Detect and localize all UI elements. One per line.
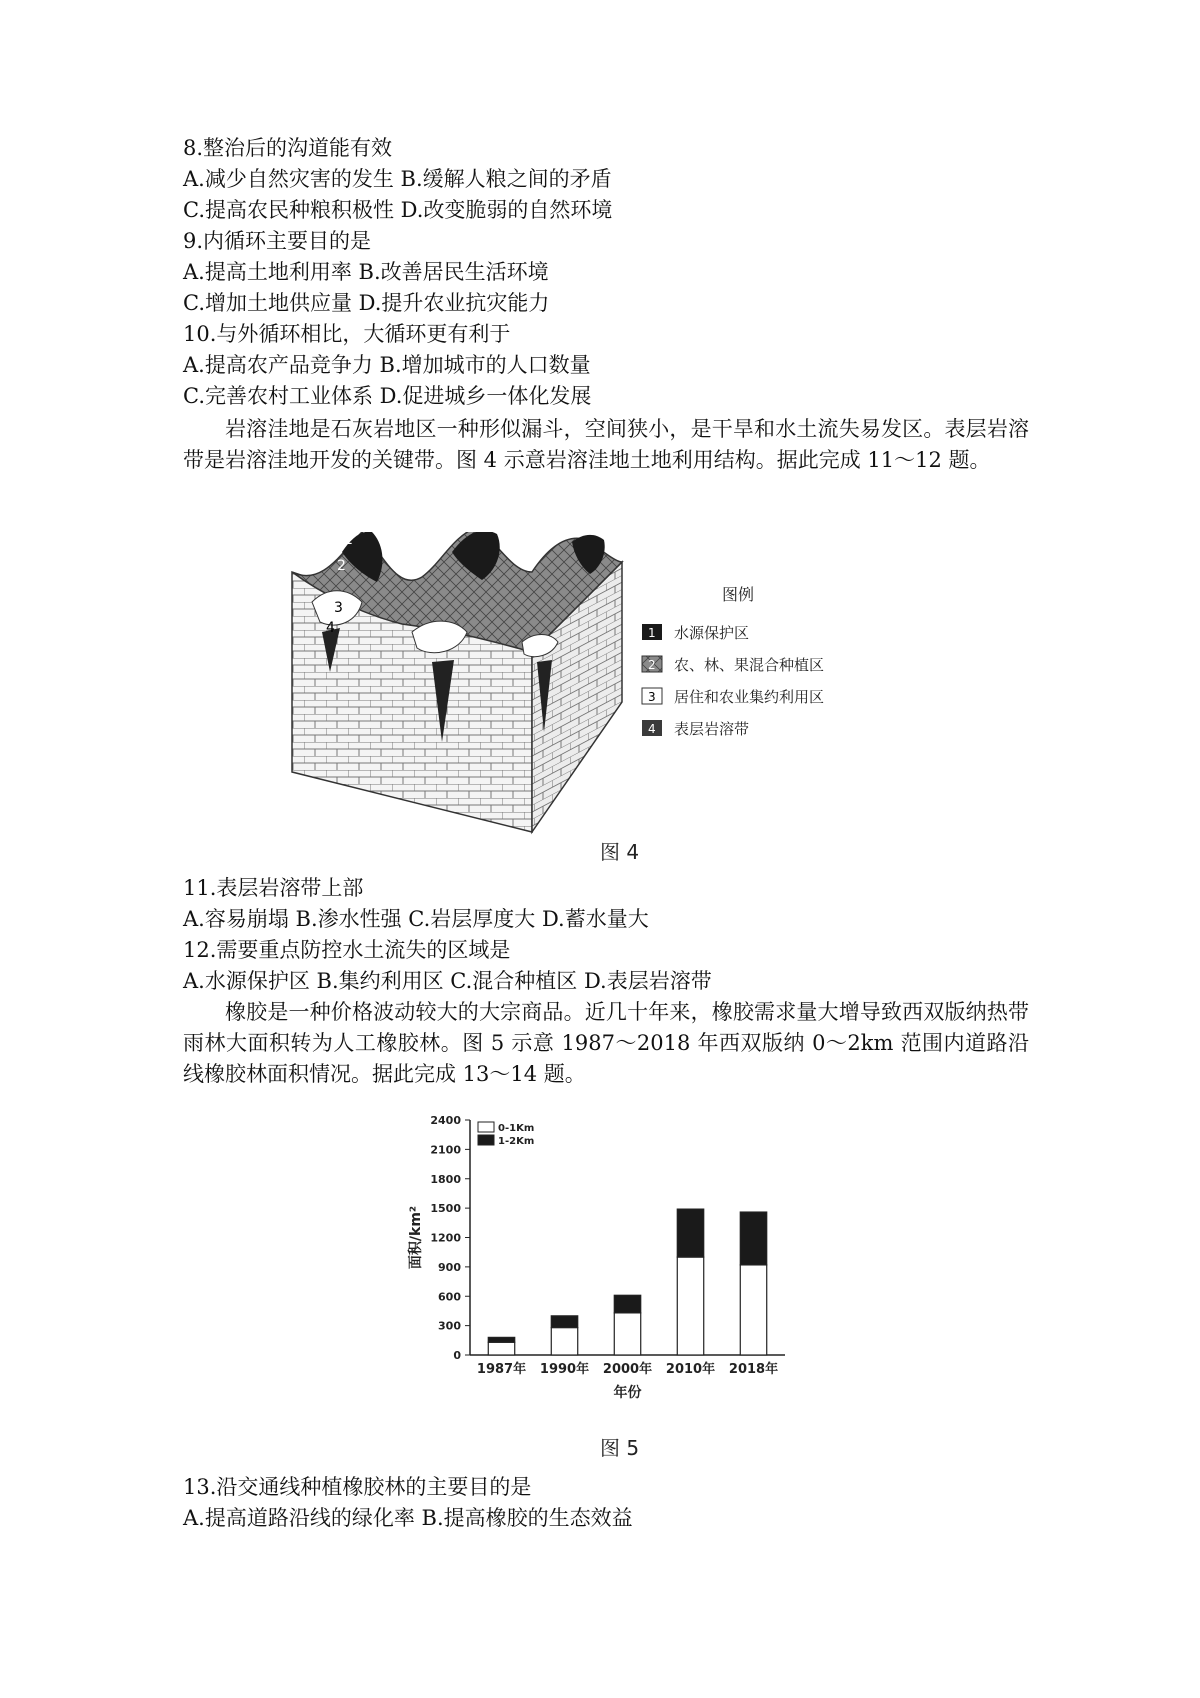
x-axis-label: 年份 [613, 1385, 642, 1401]
legend-label: 水源保护区 [674, 624, 750, 642]
question-11-options: A.容易崩塌 B.渗水性强 C.岩层厚度大 D.蓄水量大 [183, 907, 649, 931]
figure-4-caption: 图 4 [600, 840, 640, 864]
zone-label-4: 4 [326, 620, 335, 636]
y-tick-label: 1200 [430, 1231, 461, 1245]
y-tick-label: 900 [438, 1260, 461, 1274]
question-12-options: A.水源保护区 B.集约利用区 C.混合种植区 D.表层岩溶带 [183, 969, 712, 993]
question-8: 8.整治后的沟道能有效 [183, 136, 393, 160]
legend-label: 农、林、果混合种植区 [674, 656, 825, 674]
legend-key: 3 [648, 690, 656, 704]
legend-swatch-1 [478, 1135, 494, 1145]
y-tick-label: 0 [453, 1349, 461, 1362]
y-tick-label: 2100 [430, 1143, 461, 1157]
figure-4-karst-diagram [282, 532, 922, 862]
legend-key: 2 [648, 658, 656, 672]
bar-lower-1 [551, 1328, 577, 1355]
figure-5-caption: 图 5 [600, 1436, 640, 1460]
question-9: 9.内循环主要目的是 [183, 229, 372, 253]
passage-rubber: 橡胶是一种价格波动较大的大宗商品。近几十年来，橡胶需求量大增导致西双版纳热带雨林大面积转为人工橡胶林。图 5 示意 1987～2018 年西双版纳 0～2km 范围内道路沿线橡胶林面积情况。据此完成 13～14 题。 [183, 1000, 1029, 1086]
bar-upper-0 [488, 1337, 514, 1342]
bar-lower-2 [614, 1313, 640, 1355]
y-tick-label: 2400 [430, 1114, 461, 1127]
question-13: 13.沿交通线种植橡胶林的主要目的是 [183, 1475, 532, 1499]
question-9-options-ab: A.提高土地利用率 B.改善居民生活环境 [183, 260, 549, 284]
x-tick-label: 2018年 [728, 1362, 779, 1377]
bar-upper-4 [740, 1212, 766, 1265]
question-10: 10.与外循环相比，大循环更有利于 [183, 322, 511, 346]
bar-lower-4 [740, 1265, 766, 1355]
y-tick-label: 300 [438, 1319, 461, 1333]
legend-label: 居住和农业集约利用区 [674, 688, 825, 706]
legend-item-water-protection [642, 624, 749, 642]
question-11: 11.表层岩溶带上部 [183, 876, 364, 900]
bar-upper-1 [551, 1316, 577, 1328]
legend-label: 表层岩溶带 [674, 720, 750, 738]
legend-item-surface-karst-zone [642, 720, 749, 738]
figure-5-bar-chart [400, 1105, 800, 1415]
passage-karst: 岩溶洼地是石灰岩地区一种形似漏斗，空间狭小，是干旱和水土流失易发区。表层岩溶带是岩溶洼地开发的关键带。图 4 示意岩溶洼地土地利用结构。据此完成 11～12 题。 [183, 417, 1029, 472]
question-8-options-cd: C.提高农民种粮积极性 D.改变脆弱的自然环境 [183, 198, 613, 222]
bar-lower-3 [677, 1257, 703, 1355]
legend-label-1: 1-2Km [498, 1136, 535, 1147]
legend-key: 4 [648, 722, 656, 736]
bar-upper-3 [677, 1209, 703, 1257]
zone-label-3: 3 [334, 600, 343, 616]
question-10-options-ab: A.提高农产品竞争力 B.增加城市的人口数量 [183, 353, 591, 377]
y-tick-label: 1800 [430, 1172, 461, 1186]
figure-4-legend [642, 585, 824, 738]
legend-item-residential-intensive [642, 688, 824, 706]
legend-label-0: 0-1Km [498, 1123, 535, 1134]
x-tick-label: 1990年 [539, 1362, 590, 1377]
legend-key: 1 [648, 626, 656, 640]
y-tick-label: 1500 [430, 1202, 461, 1216]
bar-upper-2 [614, 1295, 640, 1313]
legend-item-mixed-planting [642, 656, 824, 674]
zone-label-1: 1 [344, 532, 353, 548]
x-tick-label: 1987年 [476, 1362, 527, 1377]
question-10-options-cd: C.完善农村工业体系 D.促进城乡一体化发展 [183, 384, 592, 408]
question-12: 12.需要重点防控水土流失的区域是 [183, 938, 511, 962]
x-tick-label: 2000年 [602, 1362, 653, 1377]
karst-block [292, 532, 622, 832]
question-13-options-ab: A.提高道路沿线的绿化率 B.提高橡胶的生态效益 [183, 1506, 633, 1530]
question-9-options-cd: C.增加土地供应量 D.提升农业抗灾能力 [183, 291, 550, 315]
legend-title: 图例 [722, 585, 755, 604]
y-axis-label: 面积/km² [408, 1205, 424, 1270]
x-tick-label: 2010年 [665, 1362, 716, 1377]
question-8-options-ab: A.减少自然灾害的发生 B.缓解人粮之间的矛盾 [183, 167, 612, 191]
bar-lower-0 [488, 1342, 514, 1355]
zone-label-2: 2 [337, 558, 346, 574]
y-tick-label: 600 [438, 1290, 461, 1304]
legend-swatch-0 [478, 1122, 494, 1132]
